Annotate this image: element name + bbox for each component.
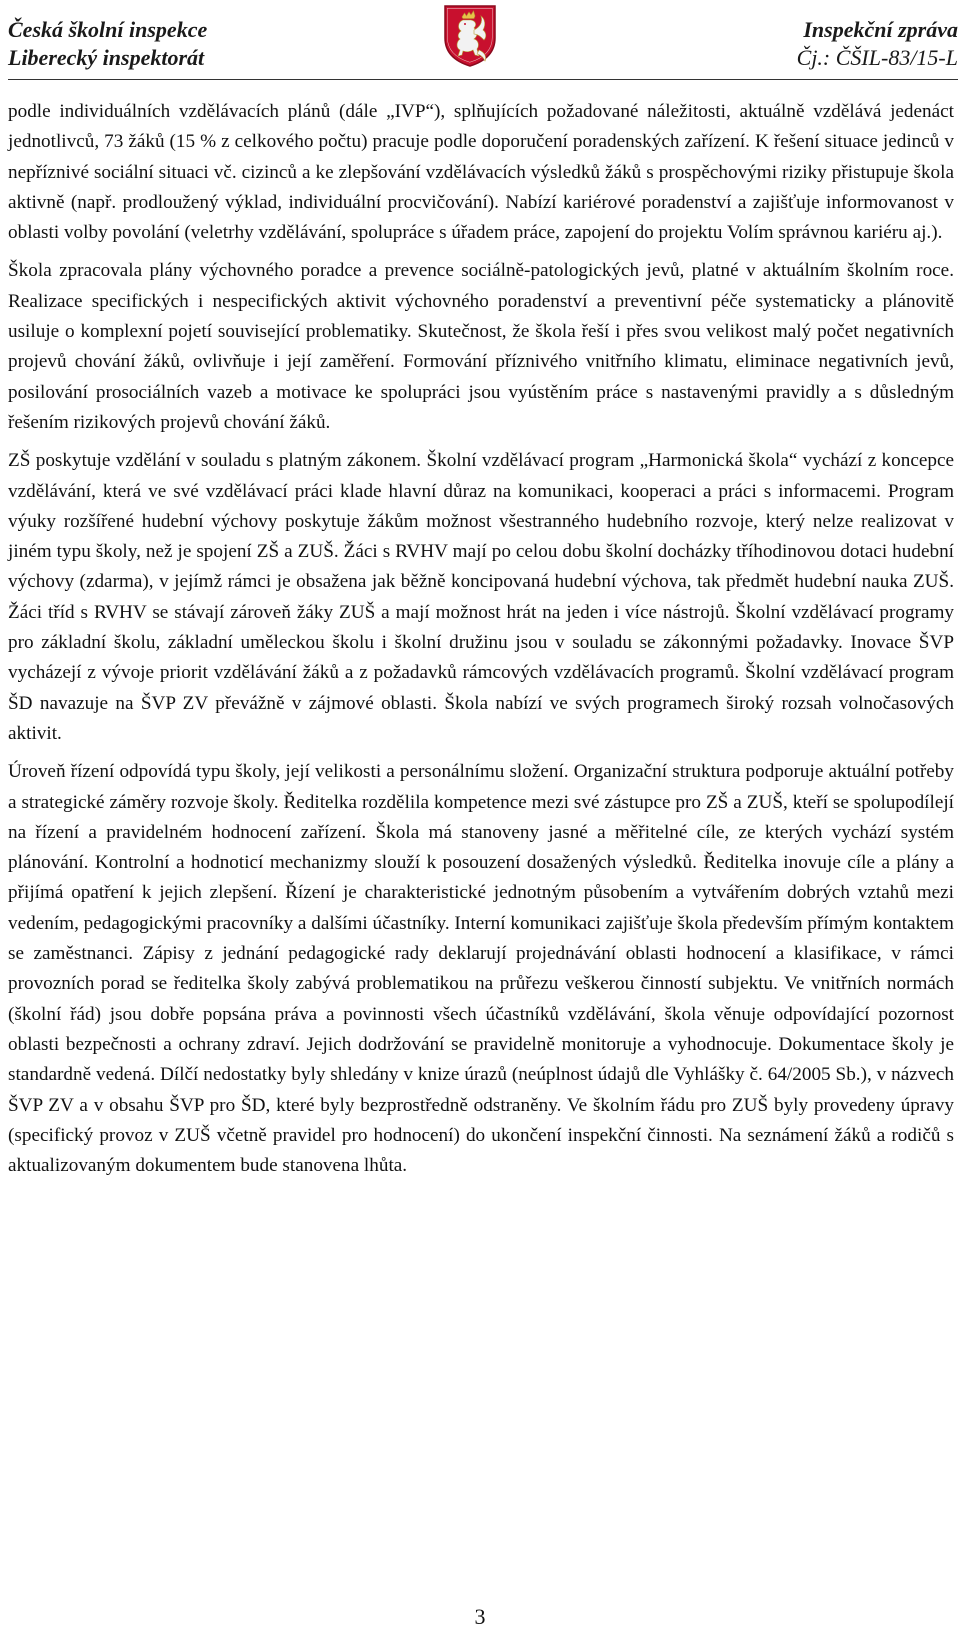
header-document-info [797,16,958,72]
reference-number: Čj.: ČŠIL-83/15-L [796,45,958,70]
paragraph-individual-plans: podle individuálních vzdělávacích plánů (dále „IVP“), splňujících požadované náležitosti, aktuálně vzdělává jedenáct jednotlivců, 73 žáků (15 % z celkového počtu) pracuje podle doporučení poradenských zařízení. K řešení situace jedinců v nepříznivé sociální situaci vč. cizinců a ke zlepšování vzdělávacích výsledků žáků s prospěchovými riziky přistupuje škola aktivně (např. prodloužený výklad, individuální procvičování). Nabízí kariérové poradenství a zajišťuje informovanost v oblasti volby povolání (veletrhy vzdělávání, spolupráce s úřadem práce, zapojení do projektu Volím správnou kariéru aj.). [8,101,954,244]
header-organization [8,16,207,72]
org-name: Česká školní inspekce [8,17,208,42]
report-body [8,97,954,1189]
paragraph-education-programs: ZŠ poskytuje vzdělání v souladu s platným zákonem. Školní vzdělávací program „Harmonická škola“ vychází z koncepce vzdělávání, která ve své vzdělávací práci klade hlavní důraz na komunikaci, kooperaci a práci s informacemi. Program výuky rozšířené hudební výchovy poskytuje žákům možnost všestranného hudebního rozvoje, který nelze realizovat v jiném typu školy, než je spojení ZŠ a ZUŠ. Žáci s RVHV mají po celou dobu školní docházky tříhodinovou dotaci hudební výchovy (zdarma), v jejímž rámci je obsažena jak běžně koncipovaná hudební výchova, tak předmět hudební nauka ZUŠ. Žáci tříd s RVHV se stávají zároveň žáky ZUŠ a mají možnost hrát na jeden i více nástrojů. Školní vzdělávací programy pro základní školu, základní uměleckou školu i školní družinu jsou v souladu se zákonnými požadavky. Inovace ŠVP vycházejí z vývoje priorit vzdělávání žáků a z požadavků rámcových vzdělávacích programů. Školní vzdělávací program ŠD navazuje na ŠVP ZV převážně v zájmové oblasti. Škola nabízí ve svých programech široký rozsah volnočasových aktivit. [8,450,954,744]
paragraph-counseling-prevention: Škola zpracovala plány výchovného poradce a prevence sociálně-patologických jevů, platné v aktuálním školním roce. Realizace specifických i nespecifických aktivit výchovného poradenství a preventivní péče systematicky a plánovitě usiluje o komplexní pojetí související problematiky. Skutečnost, že škola řeší i přes svou velikost malý počet negativních projevů chování žáků, ovlivňuje i její zaměření. Formování příznivého vnitřního klimatu, eliminace negativních jevů, posilování prosociálních vazeb a motivace ke spolupráci jsou vyústěním práce s nastavenými pravidly a s důsledným řešením rizikových projevů chování žáků. [8,260,954,433]
paragraph-school-management: Úroveň řízení odpovídá typu školy, její velikosti a personálnímu složení. Organizační struktura podporuje aktuální potřeby a strategické záměry rozvoje školy. Ředitelka rozdělila kompetence mezi své zástupce pro ZŠ a ZUŠ, kteří se spolupodílejí na řízení a pravidelném hodnocení zařízení. Škola má stanoveny jasné a měřitelné cíle, ze kterých vychází systém plánování. Kontrolní a hodnoticí mechanizmy slouží k posouzení dosažených výsledků. Ředitelka inovuje cíle a plány a přijímá opatření k jejich zlepšení. Řízení je charakteristické jednotným působením a vytvářením dobrých vztahů mezi vedením, pedagogickými pracovníky a dalšími účastníky. Interní komunikaci zajišťuje škola především přímým kontaktem se zaměstnanci. Zápisy z jednání pedagogické rady deklarují projednávání oblasti hodnocení a klasifikace, v rámci provozních porad se ředitelka školy zabývá problematikou na průřezu veškerou činností subjektu. Ve vnitřních normách (školní řád) jsou dobře popsána práva a povinnosti všech účastníků vzdělávání, škola věnuje odpovídající pozornost oblasti bezpečnosti a ochrany zdraví. Jejich dodržování se pravidelně monitoruje a vyhodnocuje. Dokumentace školy je standardně vedená. Dílčí nedostatky byly shledány v knize úrazů (neúplnost údajů dle Vyhlášky č. 64/2005 Sb.), v názvech ŠVP ZV a v obsahu ŠVP pro ŠD, které byly bezprostředně odstraněny. Ve školním řádu pro ZUŠ byly provedeny úpravy (specifický provoz v ZUŠ včetně pravidel pro hodnocení) do ukončení inspekční činnosti. Na seznámení žáků a rodičů s aktualizovaným dokumentem bude stanovena lhůta. [8,761,954,1177]
document-type: Inspekční zpráva [803,17,958,42]
header-divider [8,79,958,80]
czech-lion-crest-icon [443,4,497,68]
page-header [0,0,960,82]
page-number: 3 [474,1604,486,1629]
org-branch: Liberecký inspektorát [8,45,205,70]
